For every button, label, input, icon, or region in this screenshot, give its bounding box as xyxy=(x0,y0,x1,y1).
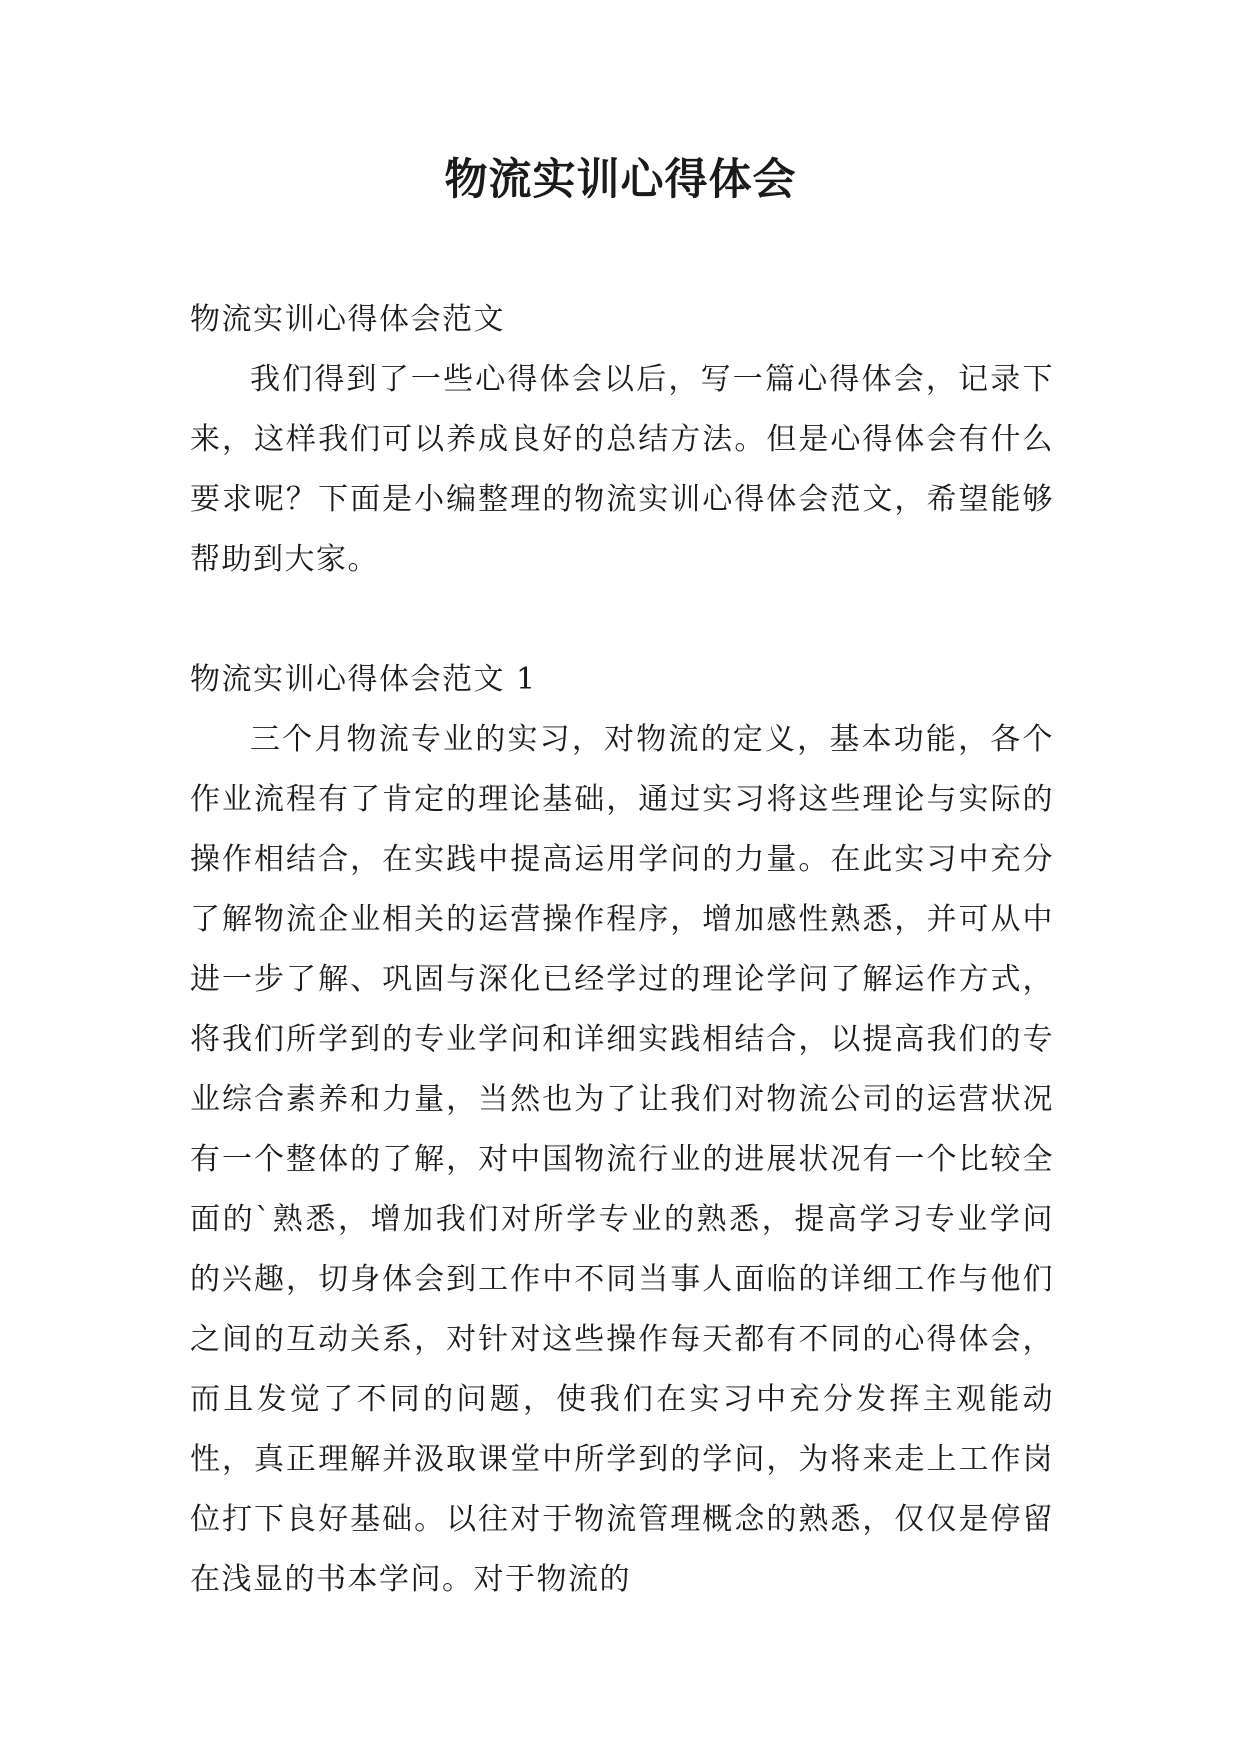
document-title: 物流实训心得体会 xyxy=(444,155,797,205)
section1-paragraph: 三个月物流专业的实习，对物流的定义，基本功能，各个作业流程有了肯定的理论基础，通过实习将这些理论与实际的操作相结合，在实践中提高运用学问的力量。在此实习中充分了解物流企业相关的运营操作程序，增加感性熟悉，并可从中进一步了解、巩固与深化已经学过的理论学问了解运作方式，将我们所学到的专业学问和详细实践相结合，以提高我们的专业综合素养和力量，当然也为了让我们对物流公司的运营状况有一个整体的了解，对中国物流行业的进展状况有一个比较全面的`熟悉，增加我们对所学专业的熟悉，提高学习专业学问的兴趣，切身体会到工作中不同当事人面临的详细工作与他们之间的互动关系，对针对这些操作每天都有不同的心得体会，而且发觉了不同的问题，使我们在实习中充分发挥主观能动性，真正理解并汲取课堂中所学到的学问，为将来走上工作岗位打下良好基础。以往对于物流管理概念的熟悉，仅仅是停留在浅显的书本学问。对于物流的 xyxy=(190,722,1054,1597)
section1-heading: 物流实训心得体会范文 1 xyxy=(190,662,537,697)
section-spacer xyxy=(190,590,1054,650)
intro-paragraph: 我们得到了一些心得体会以后，写一篇心得体会，记录下来，这样我们可以养成良好的总结方法。但是心得体会有什么要求呢？下面是小编整理的物流实训心得体会范文，希望能够帮助到大家。 xyxy=(190,362,1054,577)
document-body xyxy=(190,290,1054,1610)
intro-heading: 物流实训心得体会范文 xyxy=(190,302,505,337)
